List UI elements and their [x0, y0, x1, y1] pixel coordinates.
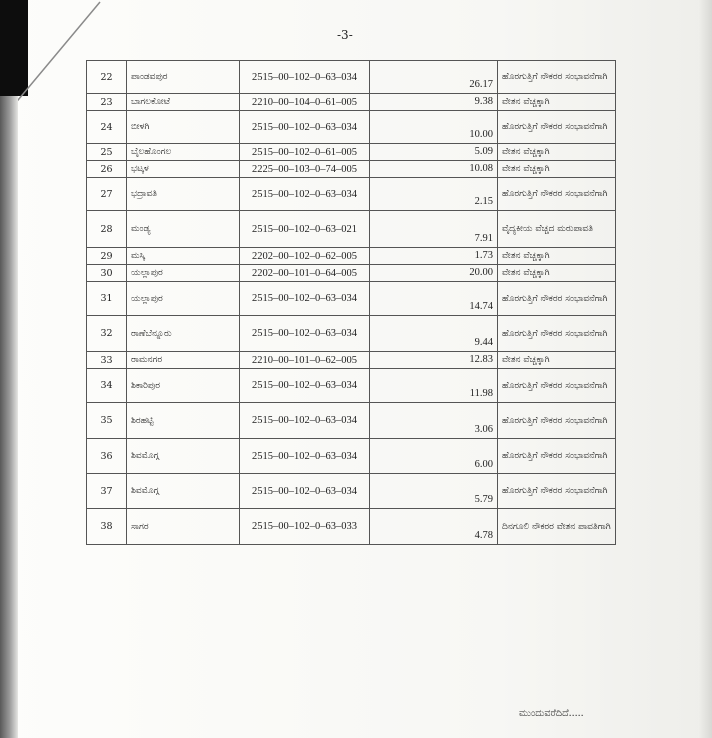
row-head-of-account: 2515–00–102–0–63–034: [240, 111, 370, 144]
row-place: ಸಾಗರ: [127, 509, 240, 545]
row-place: ಬೈಲಹೊಂಗಲ: [127, 144, 240, 161]
row-serial: 28: [87, 211, 127, 248]
row-purpose: ವೇತನ ವೆಚ್ಚಕ್ಕಾಗಿ: [498, 265, 616, 282]
row-place: ಭಟ್ಕಳ: [127, 161, 240, 178]
row-head-of-account: 2515–00–102–0–63–034: [240, 439, 370, 474]
row-serial: 24: [87, 111, 127, 144]
row-amount: 5.79: [370, 474, 498, 509]
row-amount: 4.78: [370, 509, 498, 545]
row-place: ಯಲ್ಲಾಪುರ: [127, 282, 240, 316]
scan-left-edge: [0, 96, 18, 738]
row-amount: 5.09: [370, 144, 498, 161]
table-row: [87, 316, 616, 352]
grant-table: [86, 60, 616, 545]
continued-note: ಮುಂದುವರೆದಿದೆ.....: [519, 708, 584, 719]
row-place: ಬಾಗಲಕೋಟೆ: [127, 94, 240, 111]
table-row: [87, 111, 616, 144]
row-place: ರಾಣೆಬೆನ್ನೂರು: [127, 316, 240, 352]
row-serial: 31: [87, 282, 127, 316]
row-serial: 23: [87, 94, 127, 111]
table-row: [87, 144, 616, 161]
row-purpose: ವೇತನ ವೆಚ್ಚಕ್ಕಾಗಿ: [498, 352, 616, 369]
row-place: ಶಿವಮೊಗ್ಗ: [127, 439, 240, 474]
row-purpose: ಹೊರಗುತ್ತಿಗೆ ನೌಕರರ ಸಂಭಾವನೆಗಾಗಿ: [498, 282, 616, 316]
row-head-of-account: 2202–00–101–0–64–005: [240, 265, 370, 282]
row-head-of-account: 2515–00–102–0–63–034: [240, 474, 370, 509]
table-row: [87, 474, 616, 509]
row-purpose: ದಿನಗೂಲಿ ನೌಕರರ ವೇತನ ಪಾವತಿಗಾಗಿ: [498, 509, 616, 545]
row-purpose: ಹೊರಗುತ್ತಿಗೆ ನೌಕರರ ಸಂಭಾವನೆಗಾಗಿ: [498, 111, 616, 144]
row-amount: 10.08: [370, 161, 498, 178]
table-row: [87, 248, 616, 265]
row-amount: 2.15: [370, 178, 498, 211]
row-place: ಪಾಂಡವಪುರ: [127, 61, 240, 94]
row-head-of-account: 2515–00–102–0–63–034: [240, 61, 370, 94]
table-row: [87, 282, 616, 316]
table-row: [87, 161, 616, 178]
row-head-of-account: 2515–00–102–0–63–021: [240, 211, 370, 248]
row-purpose: ವೇತನ ವೆಚ್ಚಕ್ಕಾಗಿ: [498, 94, 616, 111]
row-serial: 38: [87, 509, 127, 545]
row-amount: 14.74: [370, 282, 498, 316]
row-serial: 32: [87, 316, 127, 352]
row-place: ಮಂಡ್ಯ: [127, 211, 240, 248]
row-head-of-account: 2515–00–102–0–63–034: [240, 403, 370, 439]
row-head-of-account: 2202–00–102–0–62–005: [240, 248, 370, 265]
row-purpose: ಹೊರಗುತ್ತಿಗೆ ನೌಕರರ ಸಂಭಾವನೆಗಾಗಿ: [498, 474, 616, 509]
row-amount: 20.00: [370, 265, 498, 282]
row-amount: 9.44: [370, 316, 498, 352]
scan-shadow-corner: [0, 0, 28, 96]
row-purpose: ಹೊರಗುತ್ತಿಗೆ ನೌಕರರ ಸಂಭಾವನೆಗಾಗಿ: [498, 369, 616, 403]
row-head-of-account: 2225–00–103–0–74–005: [240, 161, 370, 178]
row-purpose: ಹೊರಗುತ್ತಿಗೆ ನೌಕರರ ಸಂಭಾವನೆಗಾಗಿ: [498, 316, 616, 352]
row-serial: 26: [87, 161, 127, 178]
table-row: [87, 439, 616, 474]
row-place: ಶಿಕಾರಿಪುರ: [127, 369, 240, 403]
table-row: [87, 509, 616, 545]
row-amount: 9.38: [370, 94, 498, 111]
table-row: [87, 178, 616, 211]
row-place: ಭದ್ರಾವತಿ: [127, 178, 240, 211]
table-row: [87, 369, 616, 403]
row-purpose: ಹೊರಗುತ್ತಿಗೆ ನೌಕರರ ಸಂಭಾವನೆಗಾಗಿ: [498, 439, 616, 474]
row-purpose: ವೇತನ ವೆಚ್ಚಕ್ಕಾಗಿ: [498, 248, 616, 265]
row-head-of-account: 2515–00–102–0–63–034: [240, 316, 370, 352]
row-place: ಯಲ್ಲಾಪುರ: [127, 265, 240, 282]
row-serial: 35: [87, 403, 127, 439]
row-serial: 36: [87, 439, 127, 474]
row-purpose: ವೇತನ ವೆಚ್ಚಕ್ಕಾಗಿ: [498, 144, 616, 161]
row-purpose: ಹೊರಗುತ್ತಿಗೆ ನೌಕರರ ಸಂಭಾವನೆಗಾಗಿ: [498, 403, 616, 439]
table-row: [87, 94, 616, 111]
row-serial: 30: [87, 265, 127, 282]
scan-right-edge: [698, 0, 712, 738]
table-row: [87, 265, 616, 282]
row-amount: 11.98: [370, 369, 498, 403]
row-serial: 37: [87, 474, 127, 509]
row-place: ಬೀಳಗಿ: [127, 111, 240, 144]
row-serial: 27: [87, 178, 127, 211]
row-head-of-account: 2515–00–102–0–63–033: [240, 509, 370, 545]
row-amount: 12.83: [370, 352, 498, 369]
row-amount: 6.00: [370, 439, 498, 474]
row-amount: 3.06: [370, 403, 498, 439]
table-row: [87, 403, 616, 439]
row-purpose: ವೇತನ ವೆಚ್ಚಕ್ಕಾಗಿ: [498, 161, 616, 178]
row-purpose: ಹೊರಗುತ್ತಿಗೆ ನೌಕರರ ಸಂಭಾವನೆಗಾಗಿ: [498, 178, 616, 211]
row-amount: 10.00: [370, 111, 498, 144]
row-place: ರಾಮನಗರ: [127, 352, 240, 369]
page-number: -3-: [337, 28, 353, 42]
row-purpose: ವೈದ್ಯಕೀಯ ವೆಚ್ಚದ ಮರುಪಾವತಿ: [498, 211, 616, 248]
row-place: ಮಸ್ಕಿ: [127, 248, 240, 265]
row-amount: 26.17: [370, 61, 498, 94]
row-head-of-account: 2515–00–102–0–63–034: [240, 178, 370, 211]
table-row: [87, 61, 616, 94]
row-serial: 22: [87, 61, 127, 94]
row-place: ಶಿರಹಟ್ಟಿ: [127, 403, 240, 439]
row-serial: 33: [87, 352, 127, 369]
row-head-of-account: 2515–00–102–0–63–034: [240, 282, 370, 316]
row-head-of-account: 2515–00–102–0–61–005: [240, 144, 370, 161]
row-amount: 7.91: [370, 211, 498, 248]
row-head-of-account: 2210–00–101–0–62–005: [240, 352, 370, 369]
table-row: [87, 211, 616, 248]
row-serial: 29: [87, 248, 127, 265]
row-head-of-account: 2515–00–102–0–63–034: [240, 369, 370, 403]
row-serial: 34: [87, 369, 127, 403]
row-amount: 1.73: [370, 248, 498, 265]
row-purpose: ಹೊರಗುತ್ತಿಗೆ ನೌಕರರ ಸಂಭಾವನೆಗಾಗಿ: [498, 61, 616, 94]
table-row: [87, 352, 616, 369]
row-head-of-account: 2210–00–104–0–61–005: [240, 94, 370, 111]
row-serial: 25: [87, 144, 127, 161]
row-place: ಶಿವಮೊಗ್ಗ: [127, 474, 240, 509]
